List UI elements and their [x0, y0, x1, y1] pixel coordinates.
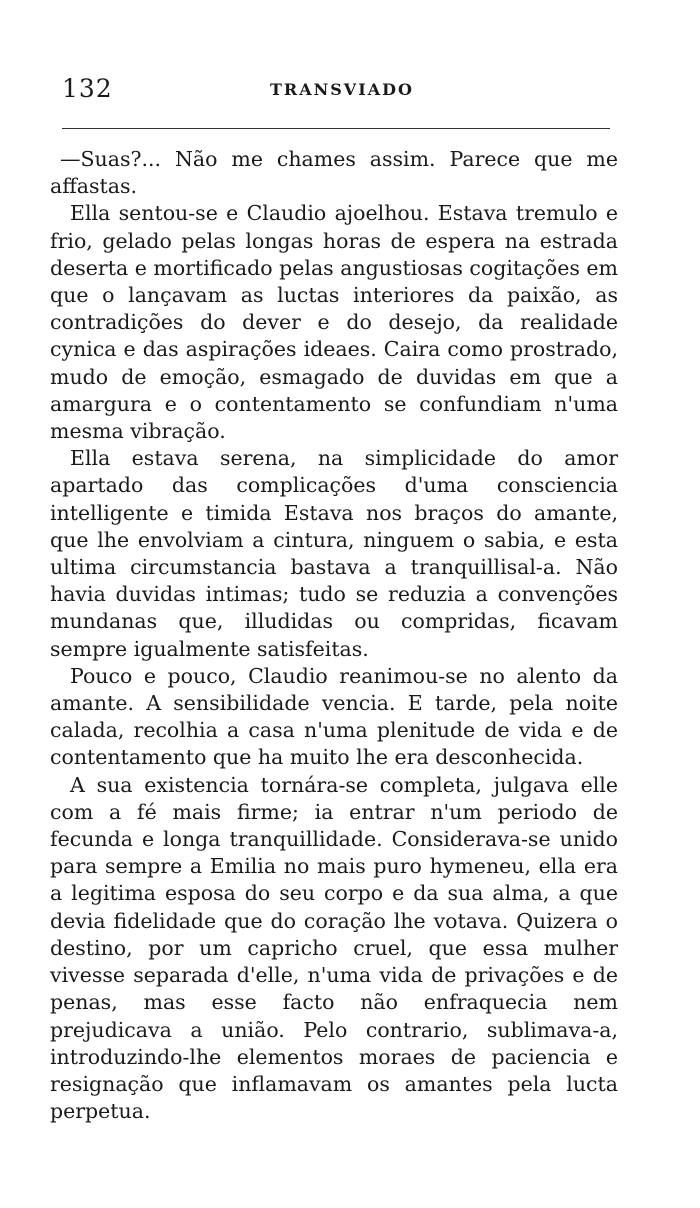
running-title: TRANSVIADO: [270, 80, 414, 99]
page-number: 132: [62, 74, 113, 103]
paragraph-1: —Suas?... Não me chames assim. Parece que me affastas.: [50, 147, 618, 199]
paragraph-2: Ella sentou-se e Claudio ajoelhou. Estava tremulo e frio, gelado pelas longas horas de espera na estrada deserta e mortificado pelas angustiosas cogitações em que o lançavam as luctas interiores da paixão, as contradições do dever e do desejo, da realidade cynica e das aspirações ideaes. Caira como prostrado, mudo de emoção, esmagado de duvidas em que a amargura e o contentamento se confundiam n'uma mesma vibração.: [50, 201, 618, 444]
paragraph-5: A sua existencia tornára-se completa, julgava elle com a fé mais firme; ia entrar n'um periodo de fecunda e longa tranquillidade. Considerava-se unido para sempre a Emilia no mais puro hymeneu, ella era a legitima esposa do seu corpo e da sua alma, a que devia fidelidade que do coração lhe votava. Quizera o destino, por um capricho cruel, que essa mulher vivesse separada d'elle, n'uma vida de privações e de penas, mas esse facto não enfraquecia nem prejudicava a união. Pelo contrario, sublimava-a, introduzindo-lhe elementos moraes de paciencia e resignação que inflamavam os amantes pela lucta perpetua.: [50, 772, 618, 1124]
page-header: [62, 74, 617, 106]
paragraph-4: Pouco e pouco, Claudio reanimou-se no alento da amante. A sensibilidade vencia. E tarde, pela noite calada, recolhia a casa n'uma plenitude de vida e de contentamento que ha muito lhe era desconhecida.: [50, 663, 618, 770]
body-text: [50, 146, 618, 1125]
header-rule: [62, 128, 610, 129]
paragraph-3: Ella estava serena, na simplicidade do amor apartado das complicações d'uma consciencia intelligente e timida Estava nos braços do amante, que lhe envolviam a cintura, ninguem o sabia, e esta ultima circumstancia bastava a tranquillisal-a. Não havia duvidas intimas; tudo se reduzia a convenções mundanas que, illudidas ou compridas, ficavam sempre igualmente satisfeitas.: [50, 446, 618, 661]
